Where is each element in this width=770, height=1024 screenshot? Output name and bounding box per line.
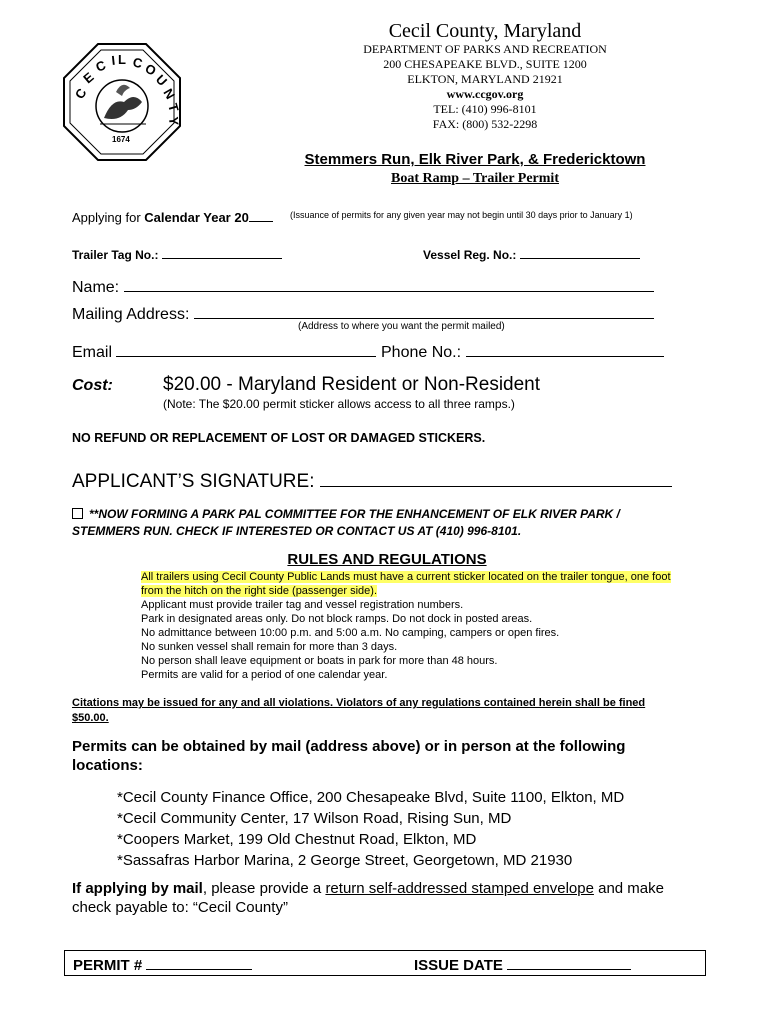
cost-value: $20.00 - Maryland Resident or Non-Resident [163, 374, 541, 395]
telephone: TEL: (410) 996-8101 [433, 102, 537, 116]
trailer-tag-row [72, 244, 282, 262]
rule-item: Park in designated areas only. Do not block ramps. Do not dock in posted areas. [141, 613, 533, 625]
location-item: *Cecil County Finance Office, 200 Chesapeake Blvd, Suite 1100, Elkton, MD [117, 789, 625, 806]
rule-item: Applicant must provide trailer tag and vessel registration numbers. [141, 599, 464, 611]
county-name: Cecil County, Maryland [388, 20, 582, 42]
rule-item: No admittance between 10:00 p.m. and 5:00 a.m. No camping, campers or open fires. [141, 627, 560, 639]
email-row [72, 340, 376, 362]
cost-label: Cost: [72, 377, 113, 394]
mail-bold: If applying by mail [72, 880, 203, 897]
svg-text:N: N [160, 86, 179, 102]
location-item: *Sassafras Harbor Marina, 2 George Street, Georgetown, MD 21930 [117, 852, 573, 869]
obtain-line1: Permits can be obtained by mail (address above) or in person at the following [72, 738, 626, 755]
city-address: ELKTON, MARYLAND 21921 [407, 72, 563, 86]
permit-number-field[interactable] [146, 954, 252, 970]
mail-end: and make [593, 880, 664, 897]
permit-number-label: PERMIT # [73, 957, 143, 974]
park-pal-line2: STEMMERS RUN. CHECK IF INTERESTED OR CONTACT US AT (410) 996-8101. [72, 524, 522, 538]
location-item: *Cecil Community Center, 17 Wilson Road, Rising Sun, MD [117, 810, 512, 827]
issue-date-row [414, 954, 631, 974]
citations-line2: $50.00. [72, 712, 109, 724]
phone-row [381, 340, 664, 362]
svg-text:Y: Y [166, 116, 182, 126]
name-row [72, 275, 654, 297]
vessel-reg-field[interactable] [520, 244, 640, 259]
svg-text:T: T [165, 101, 182, 114]
applying-prefix: Applying for [72, 210, 145, 225]
rule-item: No sunken vessel shall remain for more than 3 days. [141, 641, 398, 653]
rules-list [141, 570, 701, 682]
issuance-note: (Issuance of permits for any given year may not begin until 30 days prior to January 1) [290, 210, 633, 220]
svg-text:O: O [142, 60, 159, 79]
permit-number-row [73, 954, 252, 974]
email-field[interactable] [116, 340, 376, 357]
phone-field[interactable] [466, 340, 664, 357]
rule-highlighted-line2: from the hitch on the right side (passenger side). [141, 585, 378, 597]
trailer-tag-label: Trailer Tag No.: [72, 248, 159, 262]
rule-item: No person shall leave equipment or boats in park for more than 48 hours. [141, 655, 498, 667]
signature-row [72, 468, 672, 493]
location-item: *Coopers Market, 199 Old Chestnut Road, Elkton, MD [117, 831, 477, 848]
fax: FAX: (800) 532-2298 [432, 117, 538, 131]
name-field[interactable] [124, 275, 654, 292]
cost-note: (Note: The $20.00 permit sticker allows access to all three ramps.) [163, 397, 515, 411]
rule-highlighted-line1: All trailers using Cecil County Public Lands must have a current sticker located on the trailer tongue, one foot [141, 571, 671, 583]
mail-envelope: return self-addressed stamped envelope [325, 880, 594, 897]
permit-box [64, 950, 706, 976]
website-link[interactable]: www.ccgov.org [446, 87, 524, 101]
park-pal-checkbox[interactable] [72, 508, 83, 519]
issue-date-field[interactable] [507, 954, 631, 970]
issue-date-label: ISSUE DATE [414, 957, 503, 974]
trailer-tag-field[interactable] [162, 244, 282, 259]
rules-title: RULES AND REGULATIONS [287, 551, 487, 568]
mailing-address-field[interactable] [194, 302, 654, 319]
email-label: Email [72, 344, 113, 361]
applying-for-row [72, 207, 273, 225]
parks-title: Stemmers Run, Elk River Park, & Fredericktown [304, 151, 646, 168]
permit-subtitle: Boat Ramp – Trailer Permit [391, 171, 559, 186]
signature-label: APPLICANT’S SIGNATURE: [72, 471, 315, 492]
rule-item: Permits are valid for a period of one calendar year. [141, 669, 388, 681]
vessel-reg-label: Vessel Reg. No.: [423, 248, 517, 262]
mail-mid: , please provide a [202, 880, 326, 897]
vessel-reg-row [423, 244, 640, 262]
park-pal-row [72, 507, 620, 521]
svg-text:I: I [110, 52, 116, 68]
mailing-address-label: Mailing Address: [72, 306, 190, 323]
mail-payable: check payable to: “Cecil County” [72, 899, 288, 916]
calendar-year-label: Calendar Year 20 [144, 210, 249, 225]
mail-instructions [72, 880, 664, 897]
svg-text:E: E [80, 69, 97, 87]
no-refund-notice: NO REFUND OR REPLACEMENT OF LOST OR DAMAGED STICKERS. [72, 431, 486, 445]
calendar-year-field[interactable] [249, 207, 273, 222]
county-seal [60, 40, 184, 164]
citations-line1: Citations may be issued for any and all violations. Violators of any regulations contained herein shall be fined [72, 697, 646, 709]
svg-text:C: C [131, 54, 145, 72]
department-name: DEPARTMENT OF PARKS AND RECREATION [363, 42, 607, 56]
address-note: (Address to where you want the permit mailed) [298, 321, 505, 332]
signature-field[interactable] [320, 468, 672, 487]
svg-text:U: U [152, 71, 171, 89]
svg-text:L: L [118, 52, 126, 67]
phone-label: Phone No.: [381, 344, 462, 361]
svg-text:1674: 1674 [112, 135, 130, 144]
name-label: Name: [72, 279, 120, 296]
obtain-line2: locations: [72, 757, 143, 774]
park-pal-line1: **NOW FORMING A PARK PAL COMMITTEE FOR THE ENHANCEMENT OF ELK RIVER PARK / [89, 507, 620, 521]
street-address: 200 CHESAPEAKE BLVD., SUITE 1200 [383, 57, 587, 71]
svg-text:C: C [71, 85, 90, 102]
svg-text:C: C [93, 57, 108, 75]
